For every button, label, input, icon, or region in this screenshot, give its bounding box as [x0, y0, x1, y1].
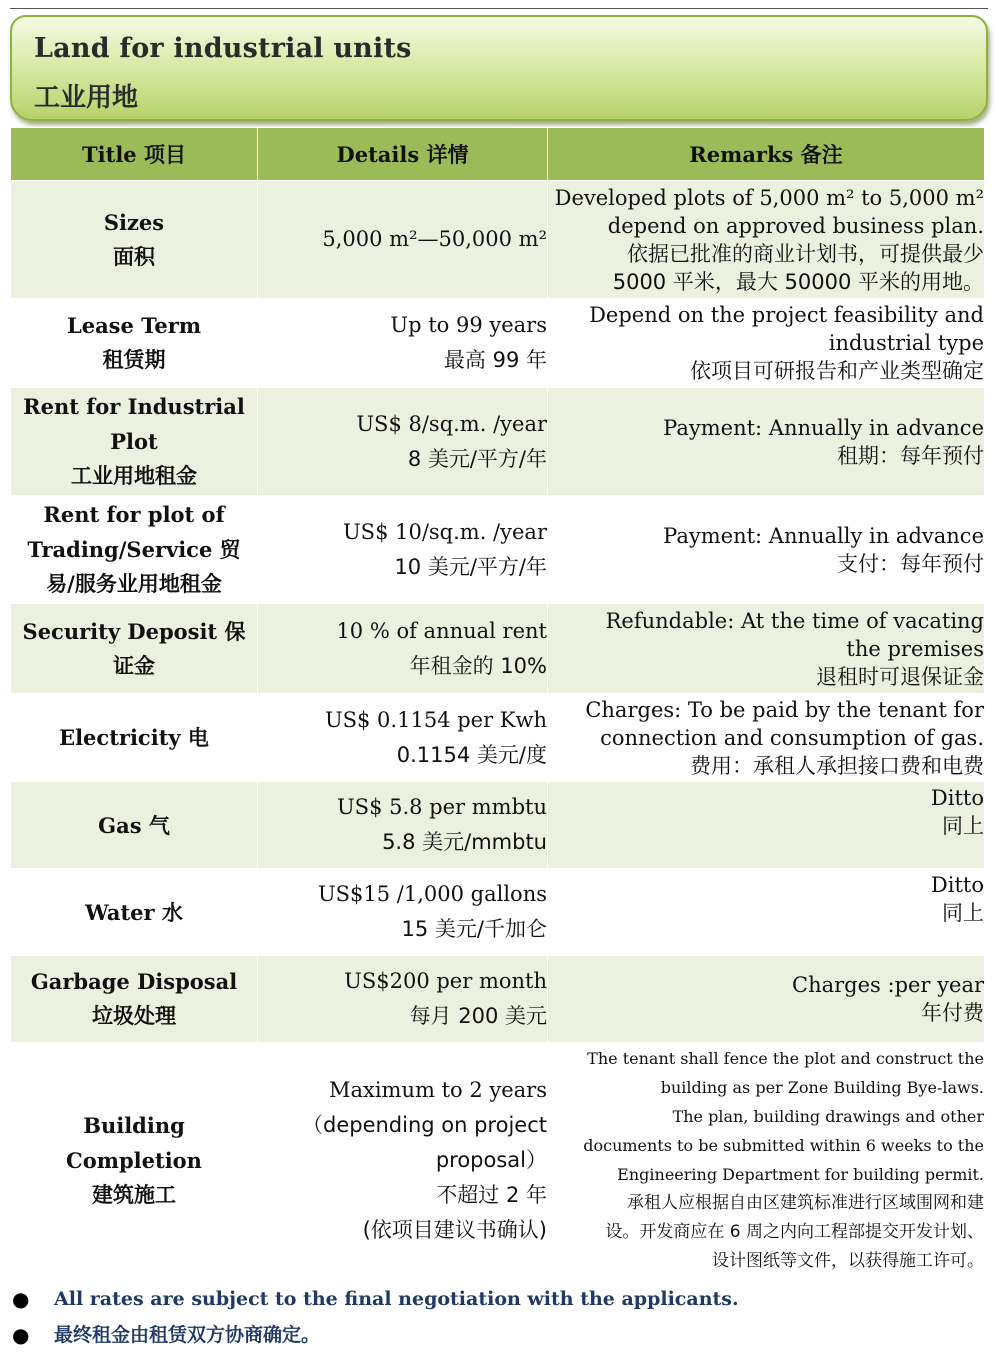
- table-row: [11, 869, 985, 956]
- top-rule: [10, 8, 988, 9]
- row-details: US$ 8/sq.m. /year 8 美元/平方/年: [258, 388, 548, 496]
- row-remarks: Charges: To be paid by the tenant for connection and consumption of gas. 费用：承租人承担接口费和电费: [548, 694, 985, 782]
- row-remarks: The tenant shall fence the plot and construct the building as per Zone Building Bye-laws. The plan, building drawings and other documents to be submitted within 6 weeks to the Engineering Department for building permit. 承租人应根据自由区建筑标准进行区域围网和建 设。开发商应在 6 周之内向工程部提交开发计划、 设计图纸等文件，以获得施工许可。: [548, 1043, 985, 1278]
- row-remarks: Payment: Annually in advance 支付：每年预付: [548, 496, 985, 604]
- table-row: [11, 1043, 985, 1278]
- row-remarks: Ditto 同上: [548, 869, 985, 956]
- list-item: [10, 1320, 980, 1356]
- row-title: Gas 气: [11, 782, 258, 869]
- table-row: [11, 956, 985, 1043]
- note-text: 最终租金由租赁双方协商确定。: [54, 1324, 321, 1346]
- header-banner: [10, 15, 988, 121]
- row-title: Sizes 面积: [11, 181, 258, 299]
- column-header-details: Details 详情: [258, 128, 548, 181]
- row-details: 10 % of annual rent 年租金的 10%: [258, 604, 548, 694]
- table-row: [11, 694, 985, 782]
- row-details: Maximum to 2 years （depending on project proposal） 不超过 2 年 (依项目建议书确认): [258, 1043, 548, 1278]
- row-title: Lease Term 租赁期: [11, 299, 258, 388]
- bullet-icon: ●: [12, 1287, 30, 1311]
- table-header-row: [11, 128, 985, 181]
- row-title: Garbage Disposal 垃圾处理: [11, 956, 258, 1043]
- row-title: Building Completion 建筑施工: [11, 1043, 258, 1278]
- column-header-title: Title 项目: [11, 128, 258, 181]
- row-details: US$ 0.1154 per Kwh 0.1154 美元/度: [258, 694, 548, 782]
- table-row: [11, 181, 985, 299]
- row-details: US$15 /1,000 gallons 15 美元/千加仑: [258, 869, 548, 956]
- table-row: [11, 782, 985, 869]
- row-remarks: Depend on the project feasibility and industrial type 依项目可研报告和产业类型确定: [548, 299, 985, 388]
- table-row: [11, 388, 985, 496]
- page-title-chinese: 工业用地: [34, 83, 139, 113]
- row-title: Rent for Industrial Plot 工业用地租金: [11, 388, 258, 496]
- row-remarks: Payment: Annually in advance 租期：每年预付: [548, 388, 985, 496]
- row-details: Up to 99 years 最高 99 年: [258, 299, 548, 388]
- row-remarks: Charges :per year 年付费: [548, 956, 985, 1043]
- row-details: 5,000 m²—50,000 m²: [258, 181, 548, 299]
- row-details: US$ 10/sq.m. /year 10 美元/平方/年: [258, 496, 548, 604]
- row-title: Rent for plot of Trading/Service 贸 易/服务业用地租金: [11, 496, 258, 604]
- note-text: All rates are subject to the final negotiation with the applicants.: [54, 1288, 739, 1310]
- row-title: Water 水: [11, 869, 258, 956]
- row-details: US$ 5.8 per mmbtu 5.8 美元/mmbtu: [258, 782, 548, 869]
- table-row: [11, 604, 985, 694]
- footnotes: [10, 1284, 980, 1356]
- column-header-remarks: Remarks 备注: [548, 128, 985, 181]
- row-remarks: Refundable: At the time of vacating the premises 退租时可退保证金: [548, 604, 985, 694]
- table-row: [11, 496, 985, 604]
- bullet-icon: ●: [12, 1323, 30, 1347]
- page-title: Land for industrial units: [34, 33, 412, 64]
- row-remarks: Developed plots of 5,000 m² to 5,000 m² depend on approved business plan. 依据已批准的商业计划书，可提供最少 5000 平米，最大 50000 平米的用地。: [548, 181, 985, 299]
- row-title: Electricity 电: [11, 694, 258, 782]
- row-title: Security Deposit 保 证金: [11, 604, 258, 694]
- row-remarks: Ditto 同上: [548, 782, 985, 869]
- list-item: [10, 1284, 980, 1320]
- land-terms-table: [10, 127, 985, 1278]
- row-details: US$200 per month 每月 200 美元: [258, 956, 548, 1043]
- table-row: [11, 299, 985, 388]
